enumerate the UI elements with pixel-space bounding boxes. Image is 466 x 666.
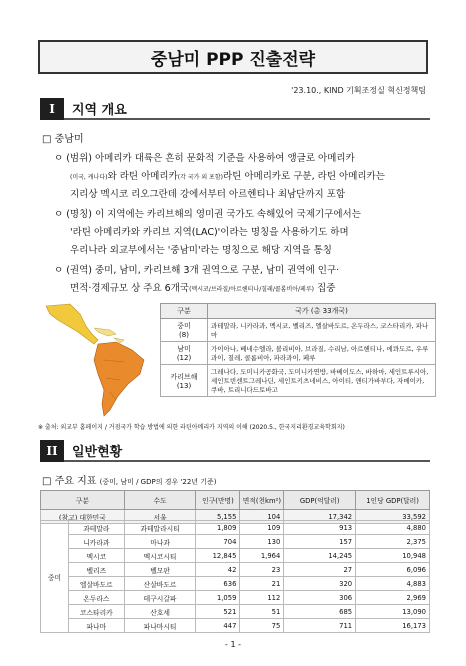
area-cell: 23 [240,563,284,577]
column-header: 수도 [124,491,196,510]
table-row [41,605,430,619]
para-name-line-3: 우리나라 외교부에서는 '중남미'라는 명칭으로 해당 지역을 통칭 [70,245,332,256]
column-header: 구분 [41,491,125,510]
table-row [41,549,430,563]
column-header: 면적(천km²) [240,491,284,510]
capital-cell: 벨모판 [124,563,196,577]
gdp-cell: 320 [284,577,356,591]
region-cell: 남미 (12) [161,342,208,365]
country-cell: 과테말라 [68,521,124,535]
area-cell: 75 [240,619,284,633]
pop-cell: 704 [196,535,240,549]
table-row [161,319,436,342]
pop-cell: 42 [196,563,240,577]
area-cell: 112 [240,591,284,605]
gdppc-cell: 10,948 [356,549,430,563]
gdppc-cell: 2,969 [356,591,430,605]
pop-cell: 1,809 [196,521,240,535]
para-range-line-2: (미국, 캐나다)와 라틴 아메리카(각 국가 외 포함)라틴 아메리카로 구분, 라틴 아메리카는 [70,171,385,182]
table-row [41,577,430,591]
country-cell: 니카라과 [68,535,124,549]
column-header: GDP(억달러) [284,491,356,510]
author-line: '23.10., KIND 기획조정실 혁신정책팀 [291,86,426,95]
map-source-note: ※ 출처: 외교부 홈페이지 / 거점국가 학습 방법에 의한 라틴아메리카 지역의 이해 (2020.5., 한국지리환경교육학회지) [38,424,345,431]
area-cell: 51 [240,605,284,619]
gdppc-cell: 4,883 [356,577,430,591]
country-cell: 온두라스 [68,591,124,605]
pop-cell: 636 [196,577,240,591]
country-cell: 파나마 [68,619,124,633]
column-header: 1인당 GDP(달러) [356,491,430,510]
table-row [161,342,436,365]
map-caribbean [94,328,124,343]
para-name-line-1: ㅇ (명칭) 이 지역에는 카리브해의 영미권 국가도 속해있어 국제기구에서는 [54,209,361,220]
gdppc-cell: 4,880 [356,521,430,535]
pop-cell: 447 [196,619,240,633]
table-row [41,563,430,577]
column-header: 구분 [161,304,208,319]
pop-cell: 521 [196,605,240,619]
gdp-cell: 14,245 [284,549,356,563]
indicators-heading: □ 주요 지표 (중미, 남미 / GDP의 경우 '22년 기준) [42,476,217,487]
pop-cell: 12,845 [196,549,240,563]
section-number: II [40,440,64,462]
para-text: 라틴 아메리카로 구분, 라틴 아메리카는 [222,171,385,182]
para-range-line-3: 지리상 멕시코 리오그란데 강에서부터 아르헨티나 최남단까지 포함 [70,189,346,200]
gdppc-cell: 16,173 [356,619,430,633]
section-title: 일반현황 [64,440,430,462]
table-row [161,365,436,397]
page-number: - 1 - [225,640,241,649]
map-central-america [46,304,98,344]
table-row [41,591,430,605]
section-number: I [40,98,64,120]
indicators-table [40,490,430,524]
para-region-line-1: ㅇ (권역) 중미, 남미, 카리브해 3개 권역으로 구분, 남미 권역에 인구· [54,265,340,276]
indicators-table-body [40,520,430,633]
capital-cell: 산살바도르 [124,577,196,591]
capital-cell: 멕시코시티 [124,549,196,563]
country-cell: 코스타리카 [68,605,124,619]
column-header: 인구(만명) [196,491,240,510]
country-cell: 엘살바도르 [68,577,124,591]
countries-cell: 그레나다, 도미니카공화국, 도미니카연방, 바베이도스, 바하마, 세인트루시아, 세인트빈센트그레나딘, 세인트키츠네비스, 아이티, 앤티가바부다, 자메이카, 쿠바, 트리니다드토바고 [208,365,436,397]
area-cell: 21 [240,577,284,591]
capital-cell: 산호세 [124,605,196,619]
country-cell: 벨리즈 [68,563,124,577]
gdppc-cell: 13,090 [356,605,430,619]
section-header-2 [40,440,430,462]
region-cell: 중미 (8) [161,319,208,342]
capital-cell: 과테말라시티 [124,521,196,535]
document-title-box [38,40,428,74]
gdp-cell: 685 [284,605,356,619]
area-cell: 109 [240,521,284,535]
gdp-cell: 913 [284,521,356,535]
latin-america-map [40,300,152,418]
para-name-line-2: '라틴 아메리카와 카리브 지역(LAC)'이라는 명칭을 사용하기도 하며 [70,227,349,238]
gdppc-cell: 2,375 [356,535,430,549]
gdp-cell: 711 [284,619,356,633]
note: (미국, 캐나다) [70,174,108,181]
map-south-america [94,342,144,416]
capital-cell: 테구시갈파 [124,591,196,605]
region-cell: 카리브해 (13) [161,365,208,397]
para-range-line-1: ㅇ (범위) 아메리카 대륙은 흔히 문화적 기준을 사용하여 앵글로 아메리카 [54,153,355,164]
capital-cell: 마나과 [124,535,196,549]
document-title: 중남미 PPP 진출전략 [150,49,316,70]
area-cell: 1,964 [240,549,284,563]
capital-cell: 파나마시티 [124,619,196,633]
para-text: 와 [107,171,117,182]
group-cell: 중미 [41,521,69,633]
table-row [41,521,430,535]
region-country-table [160,303,436,397]
pop-cell: 1,059 [196,591,240,605]
note: (각 국가 외 포함) [177,174,223,181]
table-row [41,619,430,633]
countries-cell: 가이아나, 베네수엘라, 볼리비아, 브라질, 수리남, 아르헨티나, 에콰도르, 우루과이, 칠레, 콜롬비아, 파라과이, 페루 [208,342,436,365]
area-cell: 130 [240,535,284,549]
country-cell: 멕시코 [68,549,124,563]
gdp-cell: 306 [284,591,356,605]
para-region-line-2: 면적·경제규모 상 주요 6개국(멕시코/브라질/아르헨티나/칠레/콜롬비아/페루) 집중 [70,283,336,294]
gdp-cell: 157 [284,535,356,549]
section-header-1 [40,98,430,120]
gdppc-cell: 6,096 [356,563,430,577]
bullet-heading: □ 중남미 [42,134,84,145]
gdp-cell: 27 [284,563,356,577]
column-header: 국가 (총 33개국) [208,304,436,319]
table-row-korea: (참고) 대한민국 서울 5,155 104 17,342 33,592 [41,510,430,524]
table-row [41,535,430,549]
countries-cell: 과테말라, 니카라과, 멕시코, 벨리즈, 엘살바도르, 온두라스, 코스타리카, 파나마 [208,319,436,342]
section-title: 지역 개요 [64,98,430,120]
